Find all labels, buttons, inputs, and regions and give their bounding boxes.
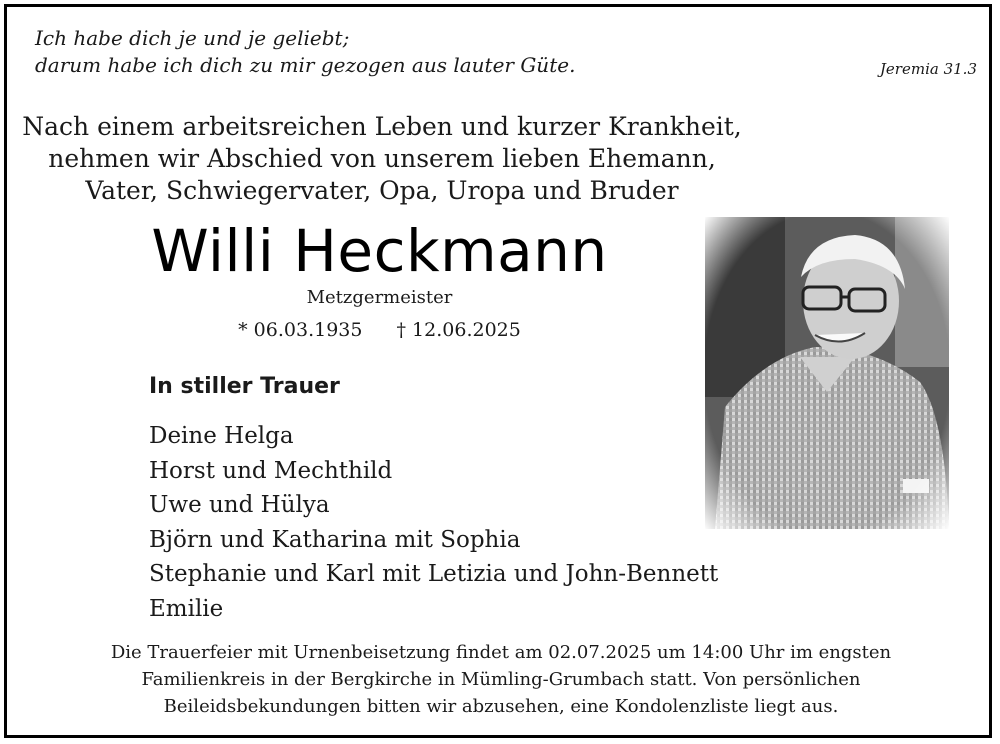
funeral-info-line-3: Beileidsbekundungen bitten wir abzusehen, eine Kondolenzliste liegt aus.: [163, 696, 839, 717]
mourner-entry: Uwe und Hülya: [149, 492, 330, 518]
funeral-info: [7, 639, 995, 720]
life-dates: [7, 319, 752, 341]
bible-verse: [35, 25, 575, 79]
mourner-entry: Stephanie und Karl mit Letizia und John-Bennett: [149, 561, 719, 587]
deceased-name: Willi Heckmann: [151, 217, 608, 285]
funeral-info-line-1: Die Trauerfeier mit Urnenbeisetzung findet am 02.07.2025 um 14:00 Uhr im engsten: [110, 642, 892, 663]
mourner-entry: Deine Helga: [149, 423, 294, 449]
intro-line-2: nehmen wir Abschied von unserem lieben Ehemann,: [48, 144, 716, 173]
portrait-photo: [705, 217, 949, 529]
death-date: † 12.06.2025: [396, 319, 521, 341]
obituary-notice: [4, 4, 992, 738]
mourner-entry: Emilie: [149, 595, 224, 622]
funeral-info-line-2: Familienkreis in der Bergkirche in Mümling-Grumbach statt. Von persönlichen: [141, 669, 861, 690]
mourner-entry: Horst und Mechthild: [149, 457, 393, 484]
intro-line-1: Nach einem arbeitsreichen Leben und kurzer Krankheit,: [22, 112, 742, 141]
birth-date: * 06.03.1935: [238, 319, 363, 341]
verse-line-2: darum habe ich dich zu mir gezogen aus lauter Güte.: [35, 53, 576, 77]
mourner-entry: Björn und Katharina mit Sophia: [149, 526, 521, 553]
verse-reference: Jeremia 31.3: [879, 60, 977, 78]
deceased-profession: Metzgermeister: [306, 287, 453, 308]
intro-line-3: Vater, Schwiegervater, Opa, Uropa und Bruder: [85, 176, 679, 205]
mourning-title: In stiller Trauer: [149, 374, 340, 399]
verse-line-1: Ich habe dich je und je geliebt;: [35, 26, 350, 50]
intro-text: [7, 111, 757, 207]
mourners-list: [149, 419, 718, 626]
